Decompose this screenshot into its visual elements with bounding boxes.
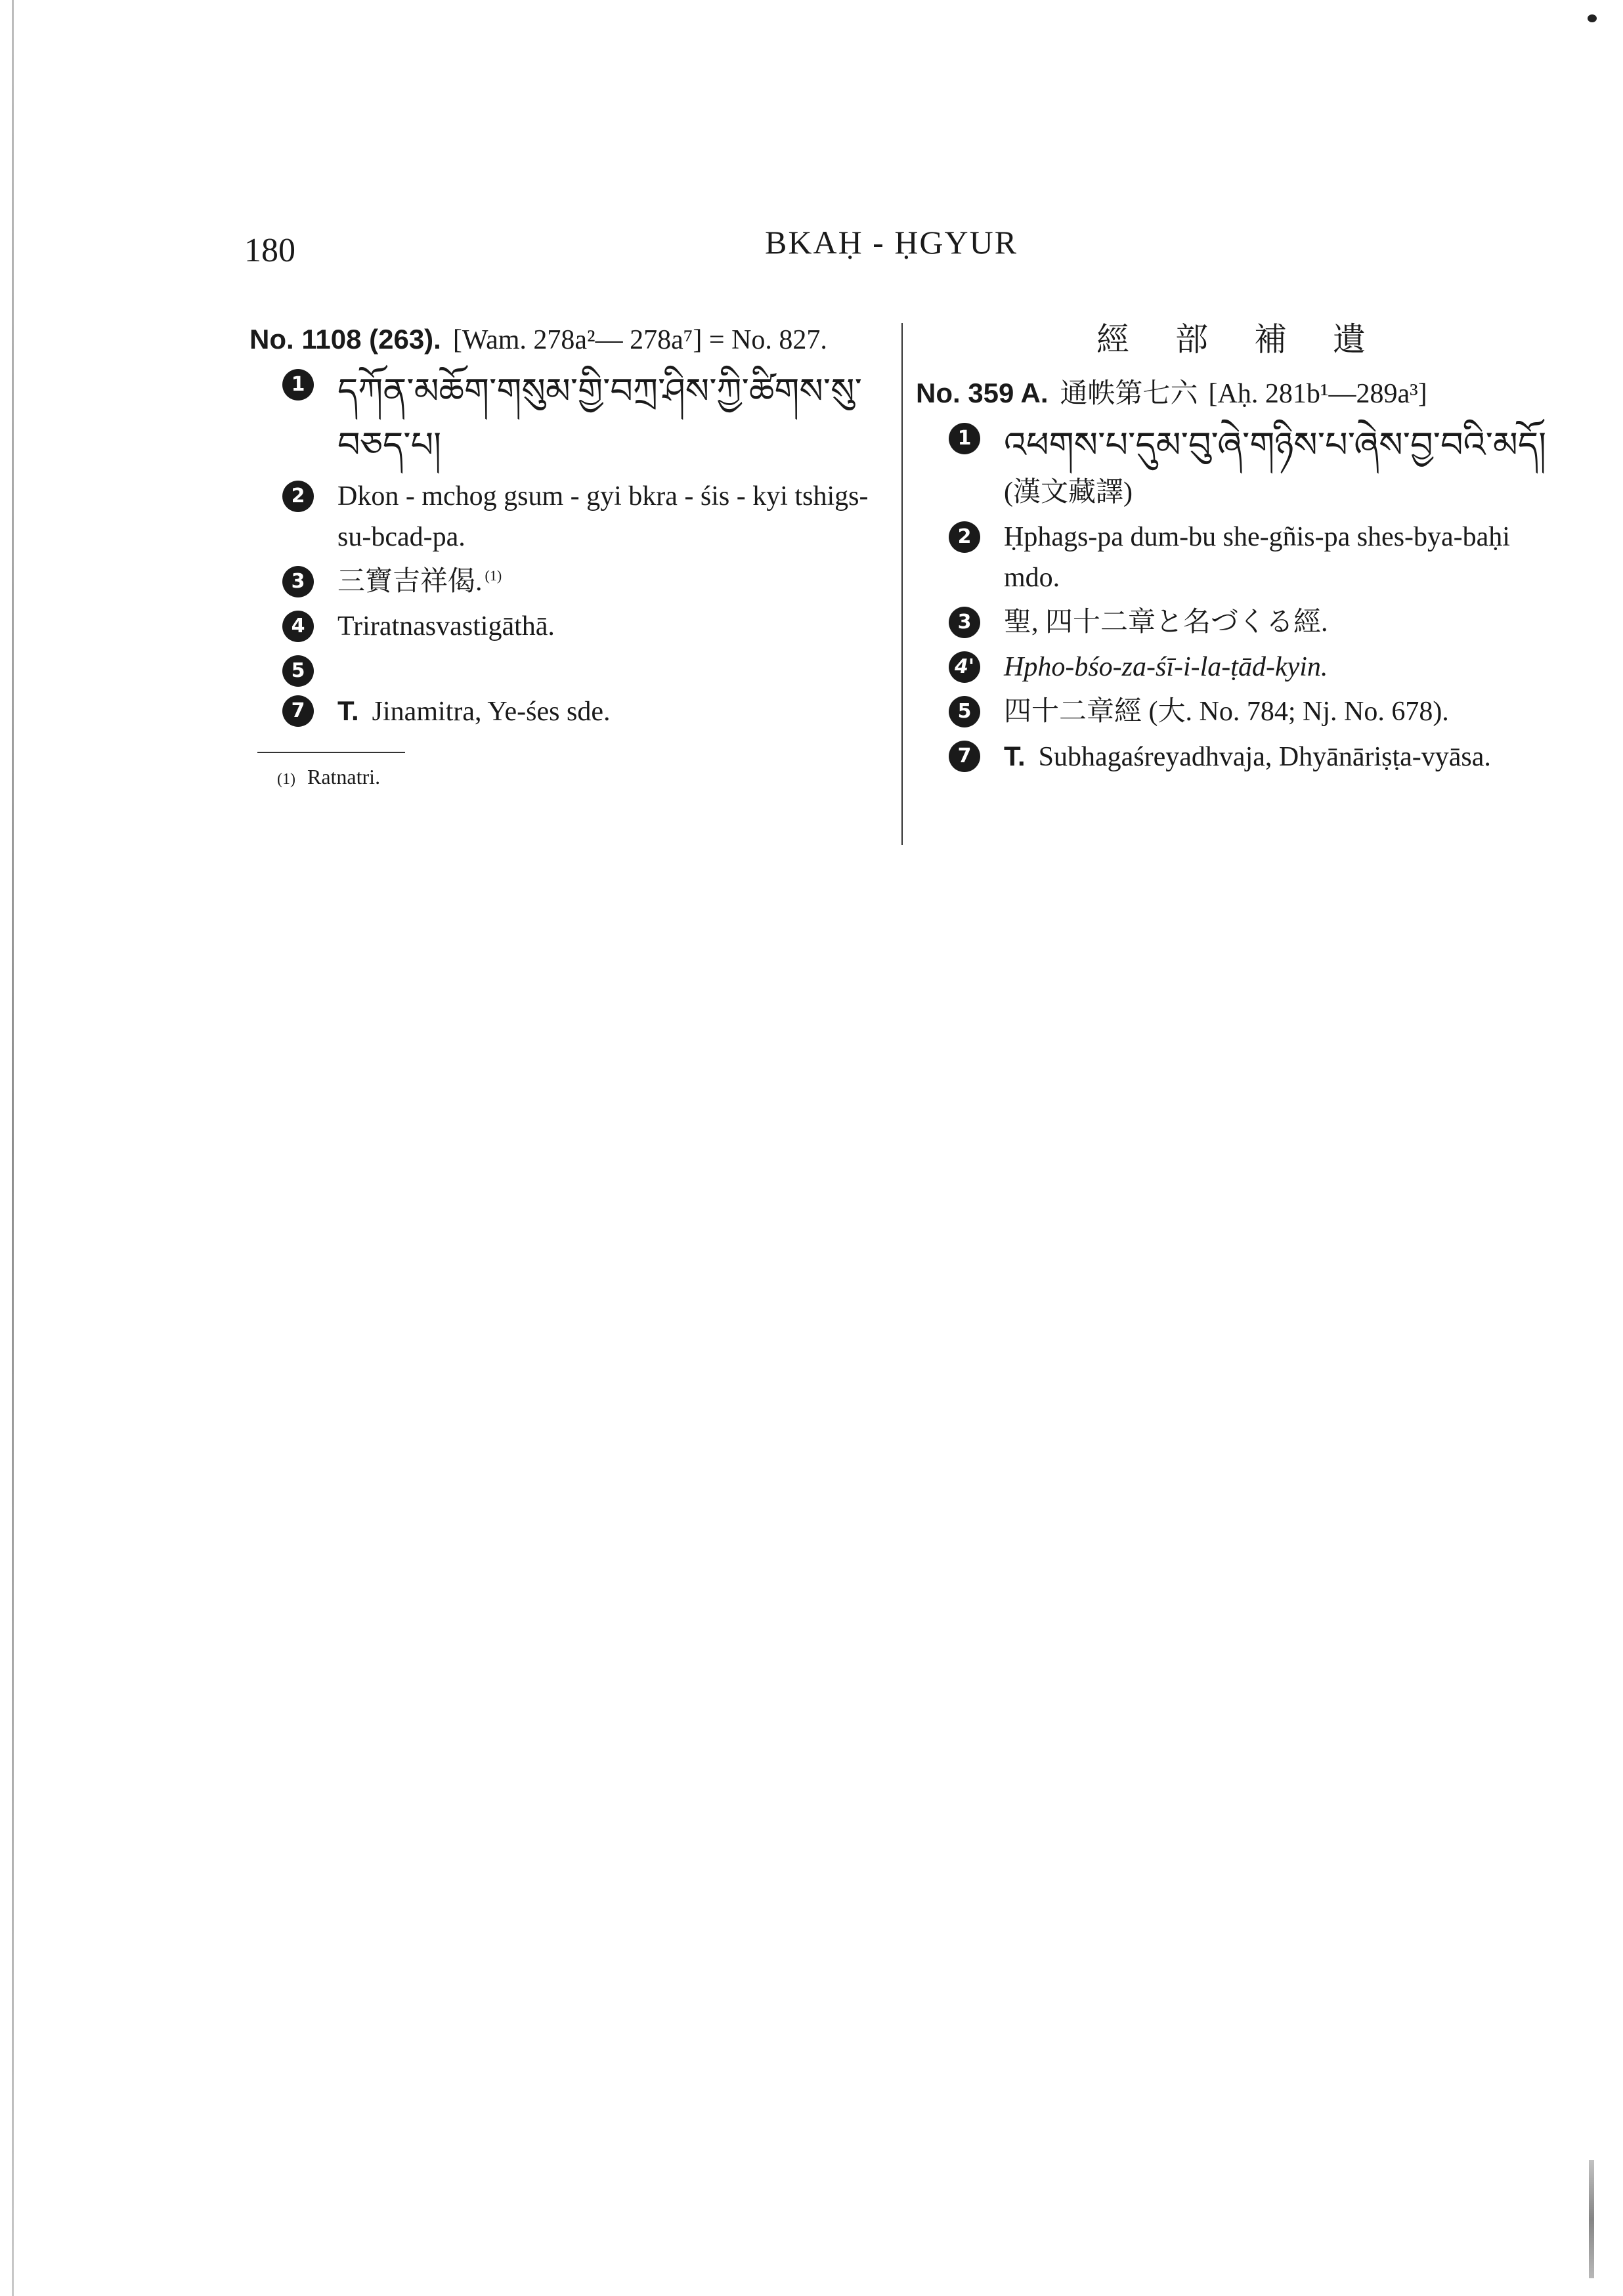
footnote [277, 762, 893, 794]
list-item [916, 418, 1553, 513]
entry-volume: 通帙第七六 [1060, 379, 1198, 409]
footnote-mark: (1) [277, 771, 295, 788]
list-item [249, 691, 893, 732]
list-item [916, 736, 1553, 777]
circled-number-1: 1 [282, 369, 314, 401]
chinese-title-text: 三寶吉祥偈. [337, 567, 483, 597]
translator-prefix: T. [337, 695, 359, 726]
entry-reference: [Wam. 278a²— 278a⁷] = No. 827. [452, 325, 827, 355]
tibetan-title-block [1004, 418, 1553, 513]
column-divider [901, 323, 903, 845]
empty-field [337, 651, 893, 687]
translator-prefix: T. [1004, 741, 1026, 771]
list-item [249, 364, 893, 472]
entry-number: No. 1108 (263). [249, 324, 441, 355]
entry-reference: [Aḥ. 281b¹—289a³] [1208, 379, 1427, 409]
japanese-title: 聖, 四十二章と名づくる經. [1004, 607, 1328, 638]
circled-number-4-prime: 4' [949, 651, 980, 683]
sanskrit-title: Triratnasvastigāthā. [337, 611, 555, 641]
list-item [249, 561, 893, 602]
transliterated-title: Dkon - mchog gsum - gyi bkra - śis - kyi tshigs-su-bcad-pa. [337, 481, 869, 552]
circled-number-2: 2 [949, 521, 980, 553]
list-item [916, 517, 1553, 598]
list-item [249, 651, 893, 687]
entry-heading-1108 [249, 319, 893, 360]
circled-number-5: 5 [949, 696, 980, 727]
section-title: 經部補遺 [1096, 321, 1412, 358]
list-item [916, 691, 1553, 732]
list-item [249, 476, 893, 557]
circled-number-4: 4 [282, 611, 314, 642]
entry-number: No. 359 A. [916, 378, 1049, 408]
list-item [249, 606, 893, 647]
left-column [249, 319, 893, 794]
circled-number-3: 3 [949, 607, 980, 638]
translators [1004, 736, 1553, 777]
circled-number-1: 1 [949, 423, 980, 454]
transliterated-title: Ḥphags-pa dum-bu she-gñis-pa shes-bya-baḥi mdo. [1004, 522, 1510, 593]
list-item [916, 647, 1553, 687]
scan-smudge [1588, 14, 1597, 22]
footnote-reference: (1) [485, 567, 502, 584]
translation-note: (漢文藏譯) [1004, 477, 1133, 508]
footnote-text: Ratnatri. [307, 765, 381, 789]
chinese-source: 四十二章經 (大. No. 784; Nj. No. 678). [1004, 697, 1449, 727]
page-edge [12, 0, 14, 2296]
circled-number-7: 7 [949, 741, 980, 772]
running-head: BKAḤ - ḤGYUR [765, 224, 1018, 261]
phonetic-title: Hpho-bśo-za-śī-i-la-ṭād-kyin. [1004, 652, 1328, 682]
circled-number-5: 5 [282, 655, 314, 687]
right-column [916, 319, 1553, 781]
circled-number-7: 7 [282, 695, 314, 727]
circled-number-3: 3 [282, 566, 314, 597]
tibetan-title: དཀོན་མཆོག་གསུམ་གྱི་བཀྲ་ཤིས་ཀྱི་ཚིགས་སུ་བཅད་པ། [337, 370, 862, 466]
entry-heading-359a [916, 373, 1553, 414]
tibetan-title: འཕགས་པ་དུམ་བུ་ཞེ་གཉིས་པ་ཞེས་བྱ་བའི་མདོ། [1004, 424, 1547, 466]
scan-edge-mark [1589, 2160, 1594, 2278]
footnote-rule [257, 752, 405, 753]
translator-names: Jinamitra, Ye-śes sde. [372, 697, 611, 727]
chinese-title [337, 561, 893, 602]
list-item [916, 602, 1553, 643]
translators [337, 691, 893, 732]
translator-names: Subhagaśreyadhvaja, Dhyānāriṣṭa-vyāsa. [1038, 742, 1491, 772]
circled-number-2: 2 [282, 481, 314, 512]
page-number: 180 [244, 232, 295, 269]
